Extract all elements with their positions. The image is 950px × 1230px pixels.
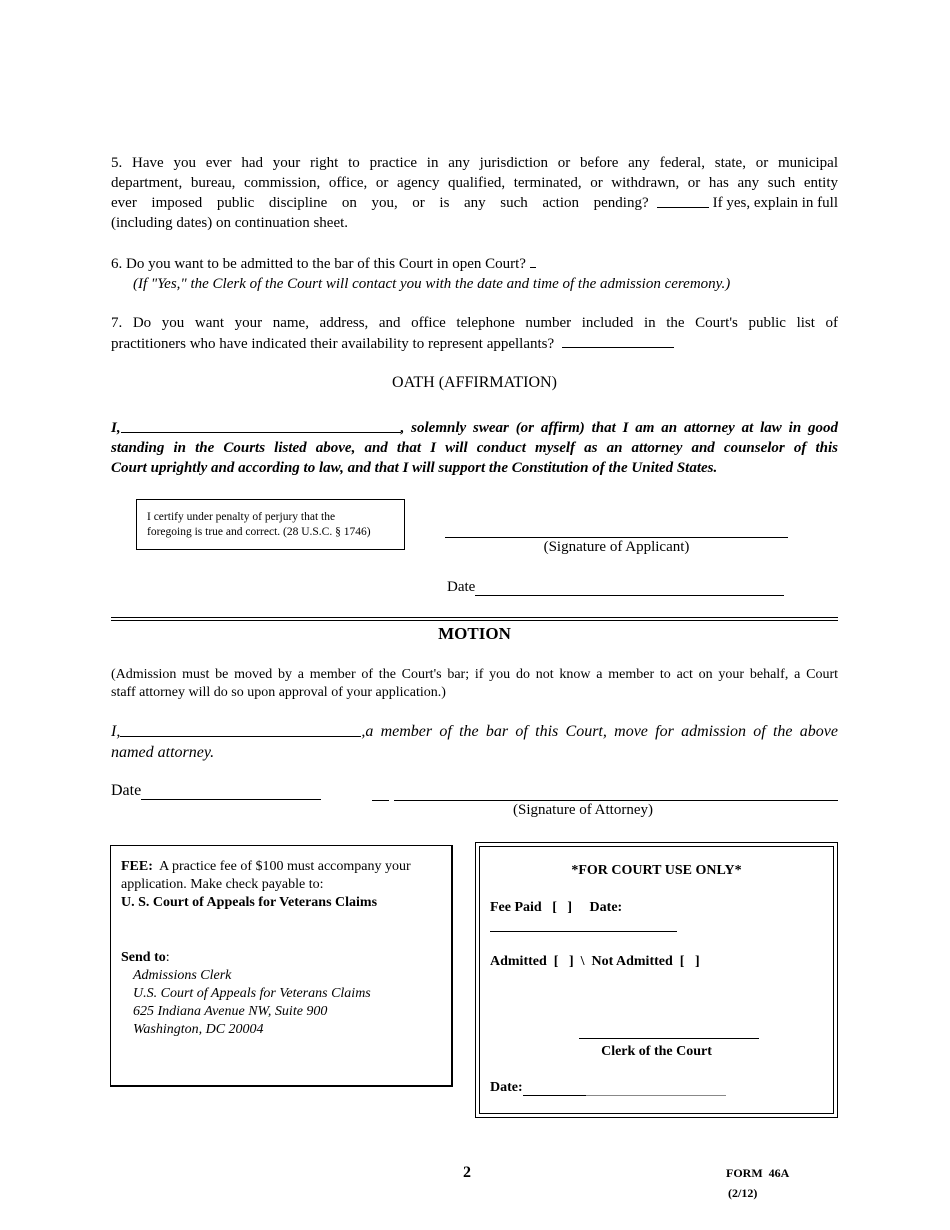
section-divider — [111, 617, 838, 621]
court-date-label: Date: — [490, 1080, 523, 1095]
oath-prefix: I, — [111, 420, 121, 436]
oath-name-blank[interactable] — [121, 418, 401, 433]
question-6-answer-blank[interactable] — [530, 253, 536, 268]
not-admitted-label: Not Admitted — [591, 954, 673, 969]
send-to — [121, 949, 441, 967]
applicant-date-blank[interactable] — [475, 583, 784, 596]
oath-line-1 — [111, 418, 838, 438]
fee-label: FEE: — [121, 859, 153, 874]
question-7-answer-blank[interactable] — [562, 333, 674, 348]
send-to-label: Send to — [121, 950, 166, 965]
question-5-line-3 — [111, 193, 838, 213]
motion-line-1-text: ,a member of the bar of this Court, move for admission of the above — [361, 723, 838, 740]
motion-note-line-1: (Admission must be moved by a member of the Court's bar; if you do not know a member to act on your behalf, a Court — [111, 667, 838, 682]
motion-note — [111, 666, 838, 702]
fee-paid-label: Fee Paid — [490, 900, 542, 915]
applicant-signature-caption: (Signature of Applicant) — [543, 539, 690, 555]
fee-payee: U. S. Court of Appeals for Veterans Claims — [121, 895, 378, 910]
certify-line-2: foregoing is true and correct. (28 U.S.C. § 1746) — [147, 526, 371, 538]
question-5-line-3-tail: If yes, explain in full — [712, 195, 838, 211]
question-6-text: 6. Do you want to be admitted to the bar of this Court in open Court? — [111, 256, 526, 272]
admitted-checkbox[interactable]: [ ] — [553, 954, 574, 969]
motion-prefix: I, — [111, 723, 121, 740]
question-6-note: (If "Yes," the Clerk of the Court will contact you with the date and time of the admission ceremony.) — [133, 276, 731, 292]
question-5 — [111, 153, 838, 233]
question-5-line-2: department, bureau, commission, office, or agency qualified, terminated, or withdrawn, or has any such entity — [111, 175, 838, 191]
fee-line-2: application. Make check payable to: — [121, 877, 324, 892]
fee-paid-row — [490, 900, 622, 916]
status-separator: \ — [580, 954, 585, 969]
court-date-blank-light[interactable] — [586, 1083, 726, 1096]
address-line-2: U.S. Court of Appeals for Veterans Claims — [133, 986, 371, 1001]
motion-date-label: Date — [111, 782, 142, 799]
question-6 — [111, 253, 838, 294]
court-use-title: *FOR COURT USE ONLY* — [571, 863, 742, 878]
court-date-row — [490, 1080, 726, 1096]
form-id: FORM 46A — [726, 1166, 790, 1180]
motion-heading: MOTION — [438, 624, 511, 643]
question-6-line-1 — [111, 253, 838, 274]
question-7-line-2 — [111, 333, 838, 354]
motion-date-blank[interactable] — [141, 787, 321, 800]
send-to-colon: : — [165, 950, 170, 965]
fee-box — [110, 845, 453, 1087]
form-date: (2/12) — [728, 1186, 758, 1200]
applicant-date-label: Date — [447, 579, 476, 595]
admission-status-row — [490, 954, 700, 970]
attorney-signature-caption: (Signature of Attorney) — [513, 802, 653, 818]
court-use-outer-box — [475, 842, 838, 1118]
admitted-label: Admitted — [490, 954, 547, 969]
not-admitted-checkbox[interactable]: [ ] — [679, 954, 700, 969]
question-7-text: practitioners who have indicated their availability to represent appellants? — [111, 336, 555, 352]
fee-paid-checkbox[interactable]: [ ] — [552, 900, 573, 915]
fee-paid-date-label: Date: — [589, 900, 623, 915]
oath-line-2: standing in the Courts listed above, and that I will conduct myself as an attorney and counselor of this — [111, 440, 838, 456]
question-5-line-4: (including dates) on continuation sheet. — [111, 215, 349, 231]
fee-text: A practice fee of $100 must accompany your — [159, 859, 411, 874]
motion-statement — [111, 721, 838, 763]
motion-date — [111, 782, 321, 800]
fee-line-1 — [121, 858, 441, 876]
page-number: 2 — [463, 1164, 471, 1181]
fee-spacer — [121, 912, 441, 949]
motion-name-blank[interactable] — [120, 721, 361, 737]
question-7 — [111, 313, 838, 354]
clerk-caption: Clerk of the Court — [601, 1044, 712, 1059]
motion-line-1 — [111, 721, 838, 742]
oath-text — [111, 418, 838, 478]
motion-note-line-2: staff attorney will do so upon approval of your application.) — [111, 685, 446, 700]
fee-paid-date-line[interactable] — [490, 931, 677, 932]
question-5-line-3-text: ever imposed public discipline on you, or is any such action pending? — [111, 195, 649, 211]
clerk-signature-line[interactable] — [579, 1038, 759, 1039]
oath-line-3: Court uprightly and according to law, and that I will support the Constitution of the United States. — [111, 460, 718, 476]
oath-heading: OATH (AFFIRMATION) — [392, 374, 557, 391]
certify-line-1: I certify under penalty of perjury that the — [147, 511, 336, 523]
applicant-date — [447, 579, 784, 596]
address-line-1: Admissions Clerk — [133, 968, 232, 983]
question-5-answer-blank[interactable] — [657, 193, 709, 208]
address-line-3: 625 Indiana Avenue NW, Suite 900 — [133, 1004, 328, 1019]
mailing-address — [121, 967, 441, 1039]
attorney-signature-line[interactable] — [394, 800, 838, 801]
certify-box — [136, 499, 405, 550]
court-use-inner-box — [479, 846, 834, 1114]
attorney-signature-line-lead — [372, 800, 389, 801]
court-date-blank-dark[interactable] — [523, 1083, 586, 1096]
question-5-line-1: 5. Have you ever had your right to practice in any jurisdiction or before any federal, state, or municipal — [111, 155, 838, 171]
question-7-line-1: 7. Do you want your name, address, and office telephone number included in the Court's public list of — [111, 315, 838, 331]
oath-line-1-text: , solemnly swear (or affirm) that I am an attorney at law in good — [400, 420, 838, 436]
motion-line-2: named attorney. — [111, 744, 215, 761]
address-line-4: Washington, DC 20004 — [133, 1022, 264, 1037]
applicant-signature-line[interactable] — [445, 537, 788, 538]
